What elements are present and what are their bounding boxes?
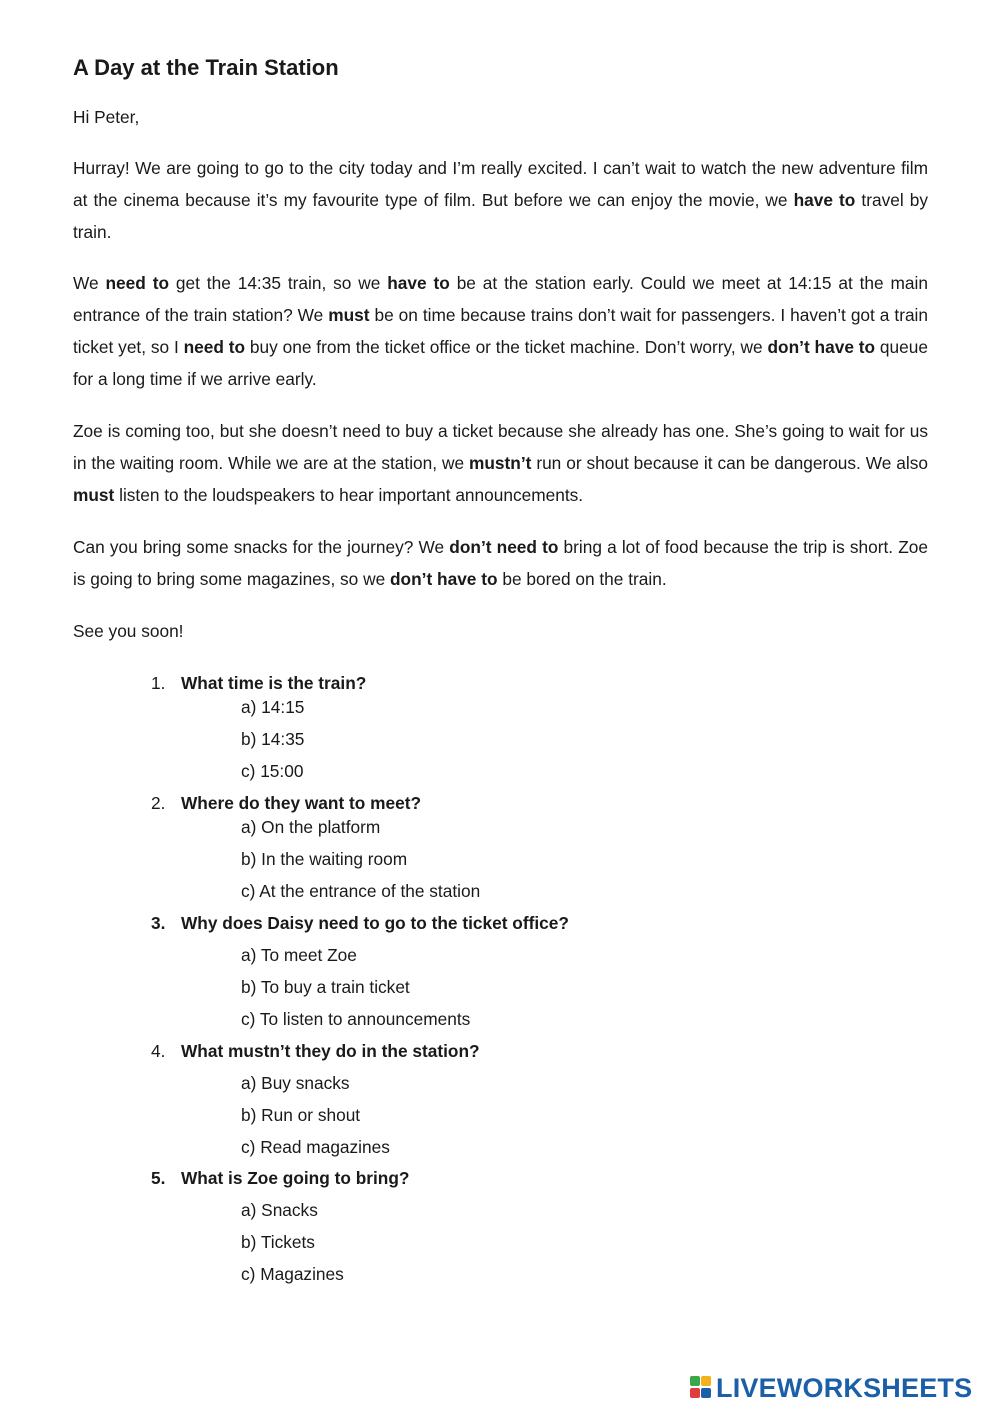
paragraph-4: Can you bring some snacks for the journey? We don’t need to bring a lot of food because the trip is short. Zoe is going to bring some magazines, so we don’t have to be bored on the train. xyxy=(73,537,928,589)
question-text: Why does Daisy need to go to the ticket office? xyxy=(181,913,569,933)
question-3 xyxy=(151,911,569,935)
liveworksheets-logo[interactable] xyxy=(690,1371,972,1405)
liveworksheets-logo-icon xyxy=(690,1376,712,1400)
answer-option[interactable]: b) In the waiting room xyxy=(241,849,408,869)
question-4 xyxy=(151,1039,480,1063)
question-5 xyxy=(151,1166,409,1190)
paragraph-1: Hurray! We are going to go to the city today and I’m really excited. I can’t wait to watch the new adventure film at the cinema because it’s my favourite type of film. But before we can enjoy the movie, we have to travel by train. xyxy=(73,158,928,242)
answer-option[interactable]: c) To listen to announcements xyxy=(241,1009,471,1029)
question-number: 2. xyxy=(151,793,166,813)
answer-option[interactable]: b) To buy a train ticket xyxy=(241,977,410,997)
answer-option[interactable]: a) Snacks xyxy=(241,1200,318,1220)
emphasis-phrase: don’t have to xyxy=(767,337,876,357)
question-text: Where do they want to meet? xyxy=(181,793,422,813)
question-number: 3. xyxy=(151,913,166,933)
emphasis-phrase: have to xyxy=(793,190,856,210)
question-text: What time is the train? xyxy=(181,673,367,693)
emphasis-phrase: don’t have to xyxy=(390,569,498,589)
greeting: Hi Peter, xyxy=(73,107,140,127)
answer-option[interactable]: b) 14:35 xyxy=(241,729,305,749)
brand-name: LIVEWORKSHEETS xyxy=(716,1372,973,1403)
question-1 xyxy=(151,671,366,695)
answer-option[interactable]: a) Buy snacks xyxy=(241,1073,350,1093)
question-number: 5. xyxy=(151,1168,166,1188)
emphasis-phrase: must xyxy=(73,485,115,505)
emphasis-phrase: need to xyxy=(105,273,170,293)
answer-option[interactable]: c) At the entrance of the station xyxy=(241,881,481,901)
question-text: What mustn’t they do in the station? xyxy=(181,1041,480,1061)
emphasis-phrase: must xyxy=(328,305,370,325)
answer-option[interactable]: b) Tickets xyxy=(241,1232,315,1252)
page-title: A Day at the Train Station xyxy=(73,55,339,80)
closing: See you soon! xyxy=(73,621,184,641)
question-text: What is Zoe going to bring? xyxy=(181,1168,410,1188)
answer-option[interactable]: a) To meet Zoe xyxy=(241,945,357,965)
answer-option[interactable]: c) 15:00 xyxy=(241,761,304,781)
paragraph-3: Zoe is coming too, but she doesn’t need to buy a ticket because she already has one. She’s going to wait for us in the waiting room. While we are at the station, we mustn’t run or shout because it can be dangerous. We also must listen to the loudspeakers to hear important announcements. xyxy=(73,421,928,505)
question-number: 1. xyxy=(151,673,166,693)
question-2 xyxy=(151,791,421,815)
answer-option[interactable]: b) Run or shout xyxy=(241,1105,361,1125)
emphasis-phrase: don’t need to xyxy=(449,537,559,557)
emphasis-phrase: have to xyxy=(387,273,450,293)
answer-option[interactable]: a) 14:15 xyxy=(241,697,305,717)
emphasis-phrase: need to xyxy=(183,337,246,357)
question-number: 4. xyxy=(151,1041,166,1061)
emphasis-phrase: mustn’t xyxy=(469,453,532,473)
answer-option[interactable]: c) Read magazines xyxy=(241,1137,390,1157)
answer-option[interactable]: c) Magazines xyxy=(241,1264,344,1284)
answer-option[interactable]: a) On the platform xyxy=(241,817,381,837)
paragraph-2: We need to get the 14:35 train, so we have to be at the station early. Could we meet at 14:15 at the main entrance of the train station? We must be on time because trains don’t wait for passengers. I haven’t got a train ticket yet, so I need to buy one from the ticket office or the ticket machine. Don’t worry, we don’t have to queue for a long time if we arrive early. xyxy=(73,273,929,389)
